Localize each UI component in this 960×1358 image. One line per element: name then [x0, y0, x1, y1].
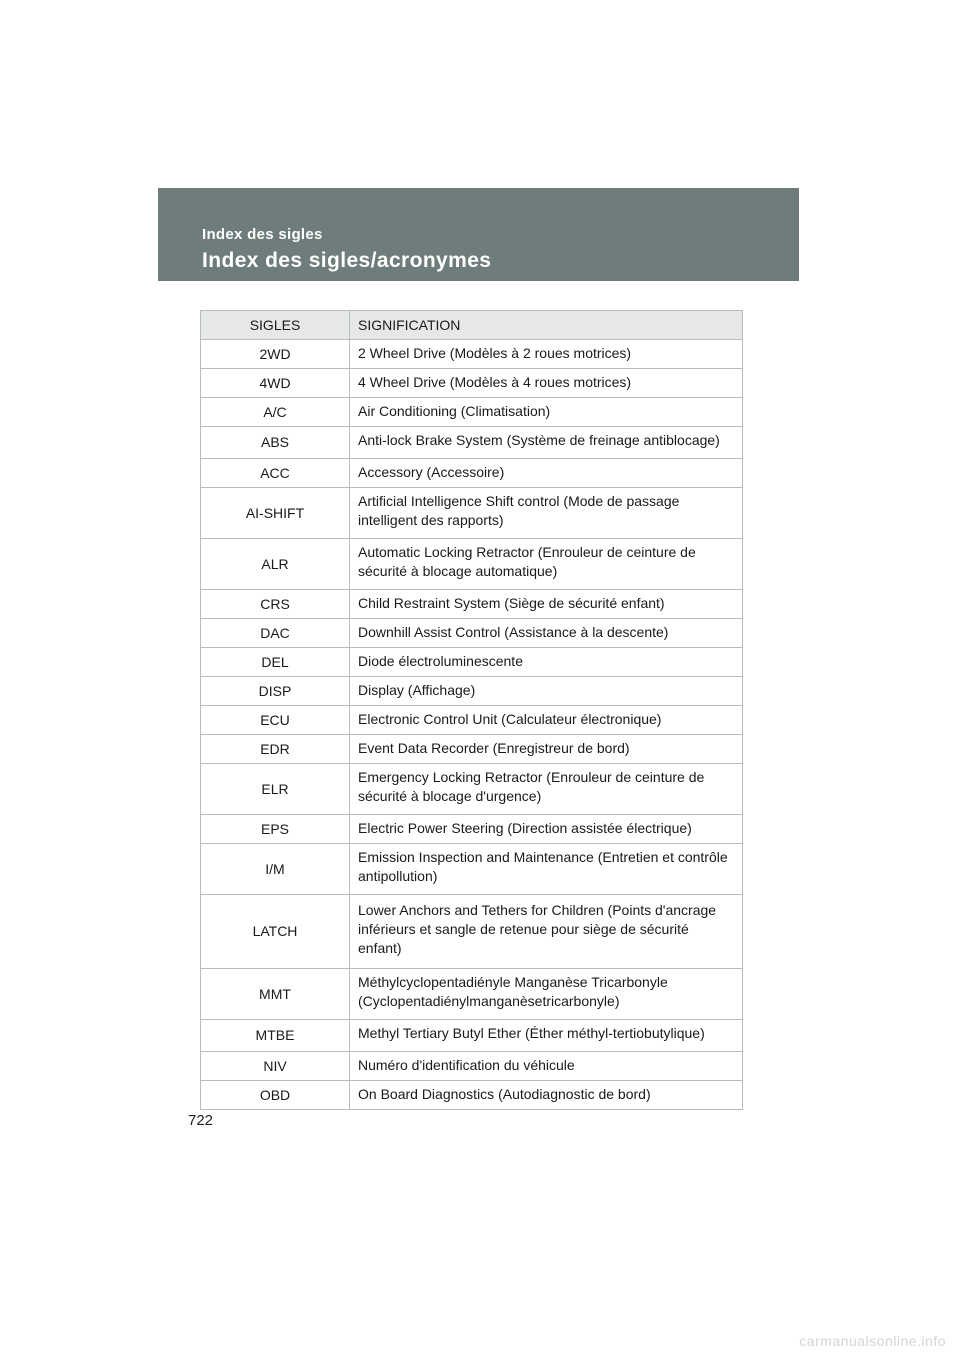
table-row	[201, 969, 743, 1020]
acronym-cell: MTBE	[201, 1020, 350, 1052]
meaning-cell: Emergency Locking Retractor (Enrouleur de ceinture de sécurité à blocage d'urgence)	[350, 764, 743, 815]
table-row	[201, 427, 743, 459]
table-row	[201, 590, 743, 619]
table-row	[201, 706, 743, 735]
meaning-cell: Methyl Tertiary Butyl Ether (Éther méthyl-tertiobutylique)	[350, 1020, 743, 1052]
acronym-cell: NIV	[201, 1052, 350, 1081]
meaning-cell: 4 Wheel Drive (Modèles à 4 roues motrices)	[350, 369, 743, 398]
table-row	[201, 895, 743, 969]
table-row	[201, 677, 743, 706]
acronym-cell: DEL	[201, 648, 350, 677]
meaning-cell: Artificial Intelligence Shift control (Mode de passage intelligent des rapports)	[350, 488, 743, 539]
meaning-cell: Méthylcyclopentadiényle Manganèse Tricarbonyle (Cyclopentadiénylmanganèsetricarbonyle)	[350, 969, 743, 1020]
acronym-cell: I/M	[201, 844, 350, 895]
table-row	[201, 1020, 743, 1052]
acronym-cell: DISP	[201, 677, 350, 706]
table-row	[201, 764, 743, 815]
acronym-cell: A/C	[201, 398, 350, 427]
table-row	[201, 369, 743, 398]
table-row	[201, 488, 743, 539]
table-header-row	[201, 311, 743, 340]
meaning-cell: Numéro d'identification du véhicule	[350, 1052, 743, 1081]
table-row	[201, 815, 743, 844]
table-row	[201, 648, 743, 677]
meaning-cell: Air Conditioning (Climatisation)	[350, 398, 743, 427]
table-row	[201, 1052, 743, 1081]
acronym-cell: ECU	[201, 706, 350, 735]
acronym-cell: EDR	[201, 735, 350, 764]
table-row	[201, 1081, 743, 1110]
table-row	[201, 619, 743, 648]
acronym-cell: ELR	[201, 764, 350, 815]
meaning-cell: Anti-lock Brake System (Système de freinage antiblocage)	[350, 427, 743, 459]
section-label: Index des sigles	[202, 226, 323, 243]
acronym-cell: ALR	[201, 539, 350, 590]
meaning-cell: Child Restraint System (Siège de sécurité enfant)	[350, 590, 743, 619]
acronym-cell: EPS	[201, 815, 350, 844]
meaning-cell: Automatic Locking Retractor (Enrouleur de ceinture de sécurité à blocage automatique)	[350, 539, 743, 590]
acronym-cell: CRS	[201, 590, 350, 619]
acronym-cell: ABS	[201, 427, 350, 459]
meaning-cell: Lower Anchors and Tethers for Children (Points d'ancrage inférieurs et sangle de retenue pour siège de sécurité enfant)	[350, 895, 743, 969]
table-row	[201, 539, 743, 590]
meaning-cell: Diode électroluminescente	[350, 648, 743, 677]
page-title: Index des sigles/acronymes	[202, 249, 492, 272]
table-row	[201, 844, 743, 895]
section-header-band	[158, 188, 799, 281]
meaning-cell: 2 Wheel Drive (Modèles à 2 roues motrices)	[350, 340, 743, 369]
acronym-cell: 2WD	[201, 340, 350, 369]
acronym-cell: OBD	[201, 1081, 350, 1110]
acronym-cell: ACC	[201, 459, 350, 488]
meaning-cell: On Board Diagnostics (Autodiagnostic de bord)	[350, 1081, 743, 1110]
acronym-cell: 4WD	[201, 369, 350, 398]
table-row	[201, 459, 743, 488]
meaning-cell: Event Data Recorder (Enregistreur de bord)	[350, 735, 743, 764]
column-header-sigles: SIGLES	[201, 311, 350, 340]
watermark-text: carmanualsonline.info	[799, 1333, 946, 1349]
meaning-cell: Accessory (Accessoire)	[350, 459, 743, 488]
meaning-cell: Display (Affichage)	[350, 677, 743, 706]
column-header-signification: SIGNIFICATION	[350, 311, 743, 340]
meaning-cell: Downhill Assist Control (Assistance à la descente)	[350, 619, 743, 648]
acronym-cell: LATCH	[201, 895, 350, 969]
page-number: 722	[188, 1112, 214, 1129]
acronym-cell: DAC	[201, 619, 350, 648]
table-row	[201, 735, 743, 764]
meaning-cell: Electronic Control Unit (Calculateur électronique)	[350, 706, 743, 735]
acronym-table-container	[200, 310, 742, 1110]
acronym-table	[200, 310, 743, 1110]
meaning-cell: Electric Power Steering (Direction assistée électrique)	[350, 815, 743, 844]
acronym-cell: AI-SHIFT	[201, 488, 350, 539]
table-row	[201, 340, 743, 369]
meaning-cell: Emission Inspection and Maintenance (Entretien et contrôle antipollution)	[350, 844, 743, 895]
acronym-cell: MMT	[201, 969, 350, 1020]
table-row	[201, 398, 743, 427]
